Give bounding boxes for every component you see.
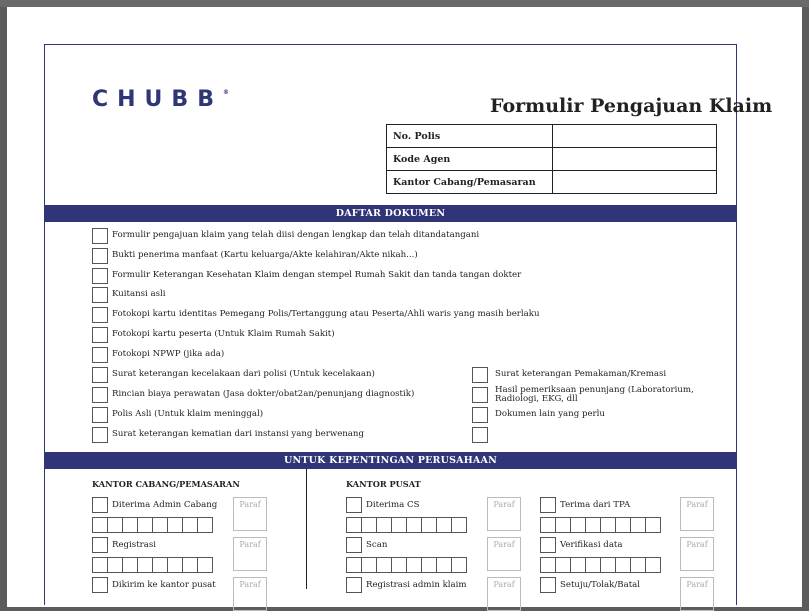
doc-label: Rincian biaya perawatan (Jasa dokter/obat2an/penunjang diagnostik) (112, 389, 415, 399)
doc-checkbox[interactable] (92, 327, 108, 343)
policy-number-field[interactable] (553, 125, 717, 148)
step-label: Terima dari TPA (560, 500, 631, 510)
doc-checkbox[interactable] (472, 427, 488, 443)
doc-checkbox[interactable] (92, 407, 108, 423)
head-office-heading: KANTOR PUSAT (346, 479, 421, 489)
paraf-box[interactable]: Paraf (680, 537, 714, 571)
doc-checkbox[interactable] (92, 367, 108, 383)
doc-label: Polis Asli (Untuk klaim meninggal) (112, 409, 264, 419)
paraf-box[interactable]: Paraf (233, 537, 267, 571)
form-title: Formulir Pengajuan Klaim (490, 95, 773, 117)
agent-code-label: Kode Agen (387, 148, 553, 171)
doc-label: Kuitansi asli (112, 289, 166, 299)
date-boxes[interactable] (540, 557, 660, 573)
doc-checkbox[interactable] (92, 307, 108, 323)
branch-office-label: Kantor Cabang/Pemasaran (387, 171, 553, 194)
doc-label: Surat keterangan Pemakaman/Kremasi (495, 369, 667, 379)
policy-row (387, 171, 717, 194)
step-checkbox[interactable] (346, 537, 362, 553)
policy-info-table (386, 124, 717, 194)
step-label: Registrasi admin klaim (366, 580, 467, 590)
doc-checkbox[interactable] (92, 248, 108, 264)
paraf-box[interactable]: Paraf (487, 577, 521, 611)
doc-checkbox[interactable] (472, 407, 488, 423)
step-label: Scan (366, 540, 388, 550)
doc-label-continued: Radiologi, EKG, dll (495, 394, 578, 404)
doc-label: Hasil pemeriksaan penunjang (Laboratorium, (495, 385, 694, 395)
step-label: Verifikasi data (560, 540, 623, 550)
agent-code-field[interactable] (553, 148, 717, 171)
step-checkbox[interactable] (92, 577, 108, 593)
date-boxes[interactable] (346, 517, 466, 533)
doc-label: Formulir Keterangan Kesehatan Klaim dengan stempel Rumah Sakit dan tanda tangan dokter (112, 270, 522, 280)
doc-checkbox[interactable] (92, 347, 108, 363)
doc-checkbox[interactable] (472, 367, 488, 383)
step-checkbox[interactable] (540, 577, 556, 593)
chubb-logo (92, 87, 229, 112)
date-boxes[interactable] (92, 557, 212, 573)
policy-number-label: No. Polis (387, 125, 553, 148)
date-boxes[interactable] (346, 557, 466, 573)
doc-checkbox[interactable] (472, 387, 488, 403)
doc-label: Surat keterangan kematian dari instansi yang berwenang (112, 429, 364, 439)
step-label: Dikirim ke kantor pusat (112, 580, 216, 590)
step-checkbox[interactable] (92, 537, 108, 553)
logo-mark: ® (222, 89, 229, 96)
doc-label: Formulir pengajuan klaim yang telah diisi dengan lengkap dan telah ditandatangani (112, 230, 480, 240)
window-top-edge (0, 0, 809, 7)
logo-text: CHUBB (92, 87, 223, 112)
paraf-box[interactable]: Paraf (487, 497, 521, 531)
branch-office-heading: KANTOR CABANG/PEMASARAN (92, 479, 240, 489)
doc-label: Bukti penerima manfaat (Kartu keluarga/Akte kelahiran/Akte nikah...) (112, 250, 418, 260)
step-checkbox[interactable] (92, 497, 108, 513)
policy-row (387, 148, 717, 171)
doc-label: Fotokopi NPWP (jika ada) (112, 349, 225, 359)
paraf-box[interactable]: Paraf (487, 537, 521, 571)
doc-checkbox[interactable] (92, 387, 108, 403)
step-label: Diterima Admin Cabang (112, 500, 218, 510)
step-label: Registrasi (112, 540, 157, 550)
doc-label: Dokumen lain yang perlu (495, 409, 605, 419)
doc-label: Fotokopi kartu identitas Pemegang Polis/Tertanggung atau Peserta/Ahli waris yang masih berlaku (112, 309, 540, 319)
branch-office-field[interactable] (553, 171, 717, 194)
step-checkbox[interactable] (346, 497, 362, 513)
step-label: Diterima CS (366, 500, 420, 510)
paraf-box[interactable]: Paraf (680, 497, 714, 531)
step-checkbox[interactable] (540, 497, 556, 513)
doc-checkbox[interactable] (92, 287, 108, 303)
company-section-header: UNTUK KEPENTINGAN PERUSAHAAN (45, 452, 736, 469)
paraf-box[interactable]: Paraf (233, 577, 267, 611)
date-boxes[interactable] (92, 517, 212, 533)
paraf-box[interactable]: Paraf (680, 577, 714, 611)
doc-label: Fotokopi kartu peserta (Untuk Klaim Rumah Sakit) (112, 329, 335, 339)
doc-label: Surat keterangan kecelakaan dari polisi (Untuk kecelakaan) (112, 369, 375, 379)
step-label: Setuju/Tolak/Batal (560, 580, 641, 590)
date-boxes[interactable] (540, 517, 660, 533)
policy-row (387, 125, 717, 148)
step-checkbox[interactable] (346, 577, 362, 593)
doc-checkbox[interactable] (92, 268, 108, 284)
doc-checkbox[interactable] (92, 427, 108, 443)
paraf-box[interactable]: Paraf (233, 497, 267, 531)
doc-checkbox[interactable] (92, 228, 108, 244)
column-divider (306, 469, 307, 589)
documents-section-header: DAFTAR DOKUMEN (45, 205, 736, 222)
step-checkbox[interactable] (540, 537, 556, 553)
